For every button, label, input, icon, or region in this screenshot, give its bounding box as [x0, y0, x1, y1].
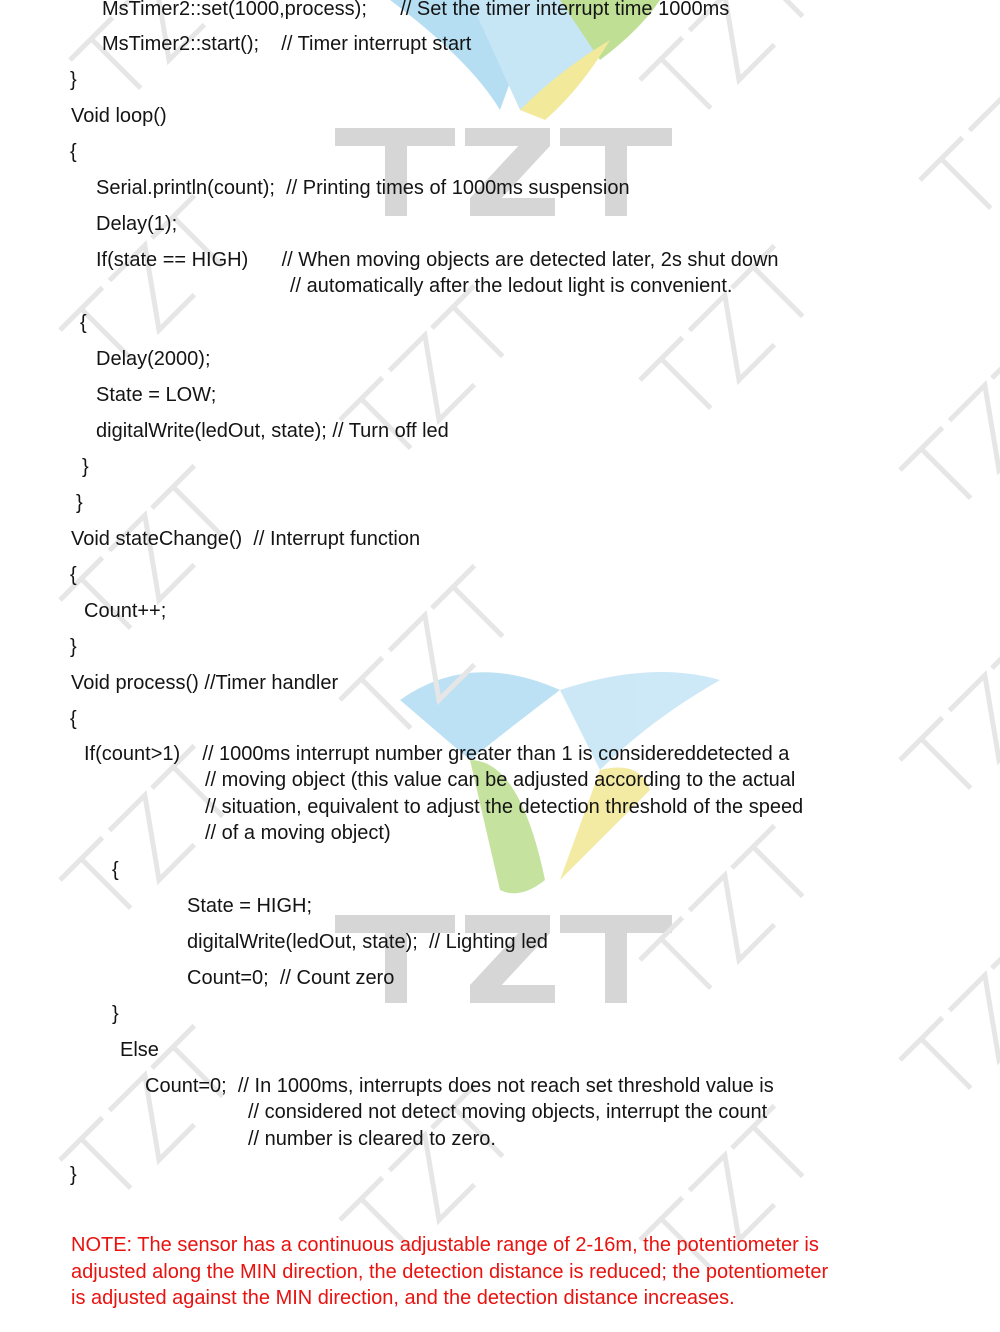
code-line: Else	[120, 1039, 159, 1061]
code-line: If(count>1) // 1000ms interrupt number greater than 1 is considereddetected a	[84, 743, 790, 765]
code-line: State = HIGH;	[187, 895, 313, 917]
note-paragraph	[71, 1232, 951, 1312]
code-comment: // number is cleared to zero.	[248, 1128, 496, 1150]
code-line: MsTimer2::set(1000,process); // Set the timer interrupt time 1000ms	[102, 0, 730, 20]
note-line: NOTE: The sensor has a continuous adjustable range of 2-16m, the potentiometer is	[71, 1234, 819, 1256]
code-line: Void process() //Timer handler	[71, 672, 339, 694]
code-line: State = LOW;	[96, 384, 217, 406]
code-line: {	[70, 141, 77, 163]
code-line: {	[70, 708, 77, 730]
code-line: Count=0; // In 1000ms, interrupts does not reach set threshold value is	[145, 1075, 774, 1097]
code-line: }	[70, 69, 77, 91]
code-comment: // considered not detect moving objects, interrupt the count	[248, 1101, 768, 1123]
watermark-tzt-text-top	[335, 128, 672, 216]
code-line: {	[112, 859, 119, 881]
code-line: {	[80, 312, 87, 334]
code-line: Void loop()	[71, 105, 167, 127]
code-comment: // moving object (this value can be adjusted according to the actual	[205, 769, 796, 791]
code-line: }	[76, 492, 83, 514]
code-line: Void stateChange() // Interrupt function	[71, 528, 421, 550]
code-line: }	[82, 456, 89, 478]
code-line: }	[112, 1003, 119, 1025]
code-line: {	[70, 564, 77, 586]
code-line: }	[70, 636, 77, 658]
code-line: digitalWrite(ledOut, state); // Turn off led	[96, 420, 449, 442]
code-comment: // automatically after the ledout light is convenient.	[290, 275, 733, 297]
code-line: MsTimer2::start(); // Timer interrupt start	[102, 33, 472, 55]
code-comment: // of a moving object)	[205, 822, 391, 844]
code-line: Delay(1);	[96, 213, 178, 235]
code-line: Count++;	[84, 600, 167, 622]
note-line: adjusted along the MIN direction, the detection distance is reduced; the potentiometer	[71, 1260, 829, 1283]
code-line: Count=0; // Count zero	[187, 967, 395, 989]
code-line: digitalWrite(ledOut, state); // Lighting led	[187, 931, 548, 953]
code-line: If(state == HIGH) // When moving objects are detected later, 2s shut down	[96, 249, 779, 271]
note-line: is adjusted against the MIN direction, and the detection distance increases.	[71, 1287, 735, 1309]
code-line: Serial.println(count); // Printing times of 1000ms suspension	[96, 177, 630, 199]
code-line: }	[70, 1164, 77, 1186]
code-comment: // situation, equivalent to adjust the detection threshold of the speed	[205, 796, 804, 818]
code-line: Delay(2000);	[96, 348, 211, 370]
